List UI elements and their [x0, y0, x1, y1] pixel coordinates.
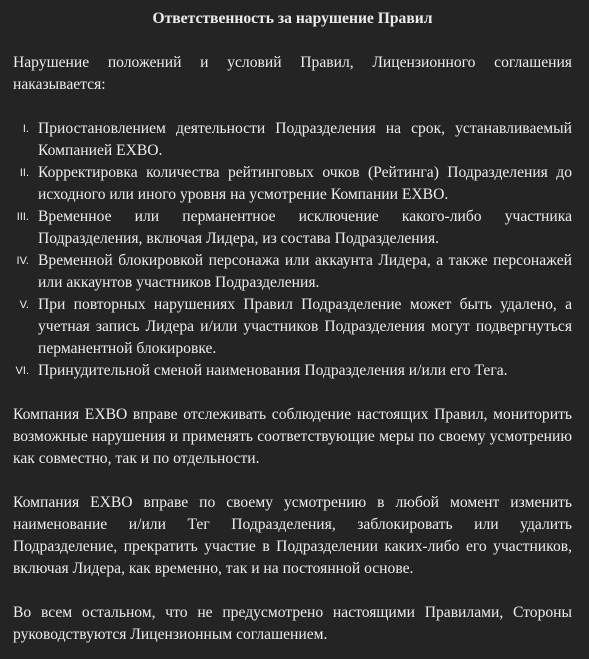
list-marker: I.: [22, 123, 29, 135]
penalty-list: [13, 118, 572, 382]
monitoring-paragraph: Компания EXBO вправе отслеживать соблюдение настоящих Правил, мониторить возможные нарушения и применять соответствующие меры по своему усмотрению как совместно, так и по отдельности.: [13, 406, 572, 467]
list-marker: II.: [19, 167, 29, 179]
list-item-text: Временное или перманентное исключение какого-либо участника Подразделения, включая Лидера, из состава Подразделения.: [38, 208, 572, 247]
list-marker: III.: [16, 211, 29, 223]
list-item-text: Корректировка количества рейтинговых очков (Рейтинга) Подразделения до исходного или иного уровня на усмотрение Компании EXBO.: [38, 164, 572, 203]
rename-block-paragraph: Компания EXBO вправе по своему усмотрению в любой момент изменить наименование и/или Тег Подразделения, заблокировать или удалить Подразделение, прекратить участие в Подразделении каких-либо его участников, включая Лидера, как временно, так и на постоянной основе.: [13, 494, 572, 577]
list-item-text: Принудительной сменой наименования Подразделения и/или его Тега.: [38, 362, 508, 379]
list-item: [13, 360, 572, 382]
list-item: [13, 206, 572, 250]
closing-paragraph: Во всем остальном, что не предусмотрено настоящими Правилами, Стороны руководствуются Лицензионным соглашением.: [13, 604, 572, 643]
page-title: Ответственность за нарушение Правил: [152, 10, 433, 27]
list-marker: VI.: [15, 365, 29, 377]
list-item-text: При повторных нарушениях Правил Подразделение может быть удалено, а учетная запись Лидера и/или участников Подразделения могут подвергнуться перманентной блокировке.: [38, 296, 572, 357]
list-item: [13, 250, 572, 294]
list-item: [13, 162, 572, 206]
list-item: [13, 294, 572, 360]
list-item-text: Приостановлением деятельности Подразделения на срок, устанавливаемый Компанией EXBO.: [38, 120, 572, 159]
intro-paragraph: Нарушение положений и условий Правил, Лицензионного соглашения наказывается:: [13, 54, 572, 93]
list-item: [13, 118, 572, 162]
list-item-text: Временной блокировкой персонажа или аккаунта Лидера, а также персонажей или аккаунтов участников Подразделения.: [38, 252, 572, 291]
list-marker: IV.: [16, 255, 29, 267]
list-marker: V.: [19, 299, 29, 311]
